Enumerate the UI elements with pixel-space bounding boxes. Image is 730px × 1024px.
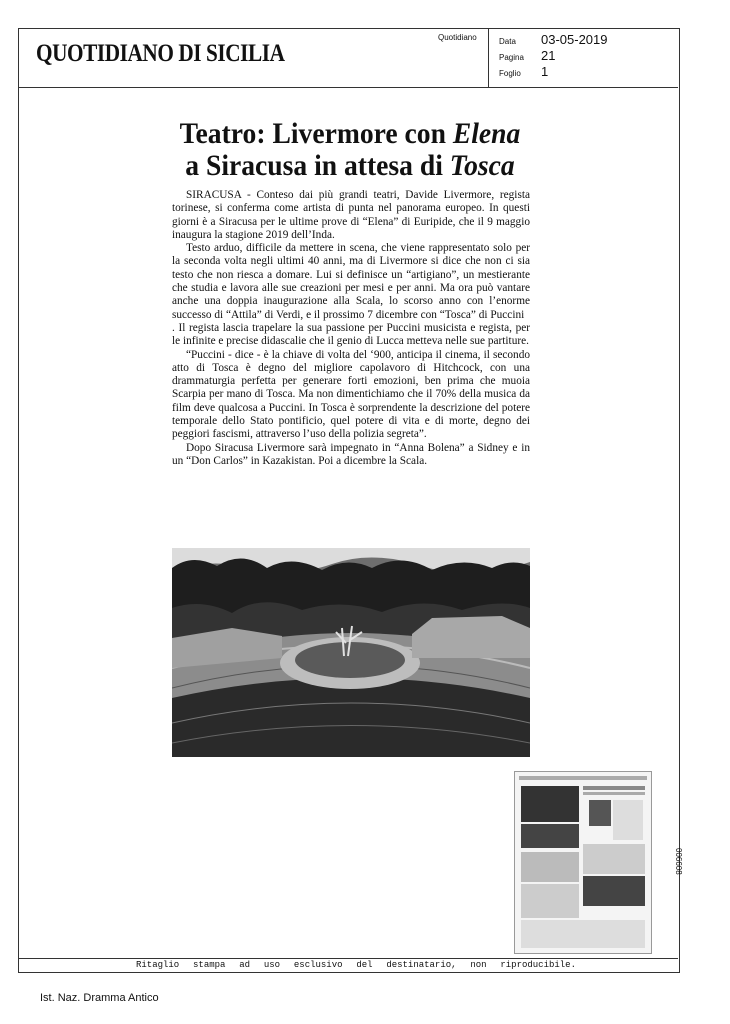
- footer-word: destinatario,: [386, 960, 457, 970]
- meta-value: 21: [541, 48, 556, 63]
- footer-word: esclusivo: [293, 960, 343, 970]
- client-name: Ist. Naz. Dramma Antico: [40, 992, 159, 1004]
- meta-value: 1: [541, 64, 549, 79]
- article-paragraph: Dopo Siracusa Livermore sarà impegnato in “Anna Bolena” a Sidney e in un “Don Carlos” in Kazakistan. Poi a dicembre la Scala.: [172, 441, 530, 467]
- footer-word: stampa: [193, 960, 226, 970]
- greek-theatre-illustration: [172, 548, 530, 757]
- clipping-header: [18, 28, 678, 88]
- article-paragraph: Testo arduo, difficile da mettere in scena, che viene rappresentato solo per la seconda volta negli ultimi 40 anni, ma di Livermore si dice che non ci sia testo che non riesca a domare. Lui si definisce un “artigiano”, un mestierante che studia e lavora alle sue creazioni per mesi e per anni. Ma ora può vantare anche una doppia inaugurazione alla Scala, lo scorso anno con l’enorme successo di “Attila” di Verdi, e il prossimo 7 dicembre con “Tosca” di Puccini: [172, 242, 530, 321]
- footer-word: del: [356, 960, 373, 970]
- headline-line-2: [148, 150, 553, 182]
- footer-bar: [18, 958, 678, 971]
- publication-type: Quotidiano: [438, 33, 477, 42]
- metadata-box: [488, 28, 679, 87]
- article-paragraph: . Il regista lascia trapelare la sua passione per Puccini musicista e regista, per le infinite e precise didascalie che il genio di Lucca metteva nelle sue partiture.: [172, 321, 530, 348]
- theatre-photo: [172, 548, 530, 757]
- meta-value: 03-05-2019: [541, 32, 608, 47]
- headline-text: a Siracusa in attesa di: [185, 149, 450, 182]
- footer-word: ad: [239, 960, 251, 970]
- archive-code: 006608: [674, 848, 683, 875]
- newspaper-masthead: QUOTIDIANO DI SICILIA: [36, 40, 285, 67]
- meta-label: Data: [499, 37, 516, 46]
- footer-word: uso: [263, 960, 281, 970]
- page-thumbnail-graphic: [515, 772, 651, 953]
- headline-text: Teatro: Livermore con: [179, 117, 453, 150]
- meta-label: Pagina: [499, 53, 524, 62]
- article-body: [172, 189, 530, 468]
- headline-italic: Elena: [452, 117, 521, 150]
- headline-italic: Tosca: [449, 149, 515, 182]
- article-paragraph: “Puccini - dice - è la chiave di volta del ‘900, anticipa il cinema, il secondo atto di Tosca è degno del migliore capolavoro di Hitchcock, con una drammaturgia perfetta per generare forti emozioni, ben prima che muoia Scarpia per mano di Tosca. Ma non dimentichiamo che il 70% della musica da film deve qualcosa a Puccini. In Tosca è sorprendente la descrizione del potere temporale dello Stato pontificio, quel potere di vita e di morte, degno dei peggiori fascismi, attraverso l’uso della polizia segreta”.: [172, 348, 530, 441]
- meta-label: Foglio: [499, 69, 521, 78]
- headline-line-1: [148, 118, 553, 150]
- footer-notice: [136, 960, 576, 970]
- article-paragraph: SIRACUSA - Conteso dai più grandi teatri, Davide Livermore, regista torinese, si conferma come artista di punta nel panorama europeo. In questi giorni è a Siracusa per le ultime prove di “Elena” di Euripide, che il 9 maggio inaugura la stagione 2019 dell’Inda.: [172, 189, 530, 241]
- footer-word: non: [470, 960, 487, 970]
- page-thumbnail: [514, 771, 652, 954]
- article-headline: [148, 118, 553, 182]
- footer-word: riproducibile.: [500, 960, 576, 970]
- footer-word: Ritaglio: [136, 960, 180, 970]
